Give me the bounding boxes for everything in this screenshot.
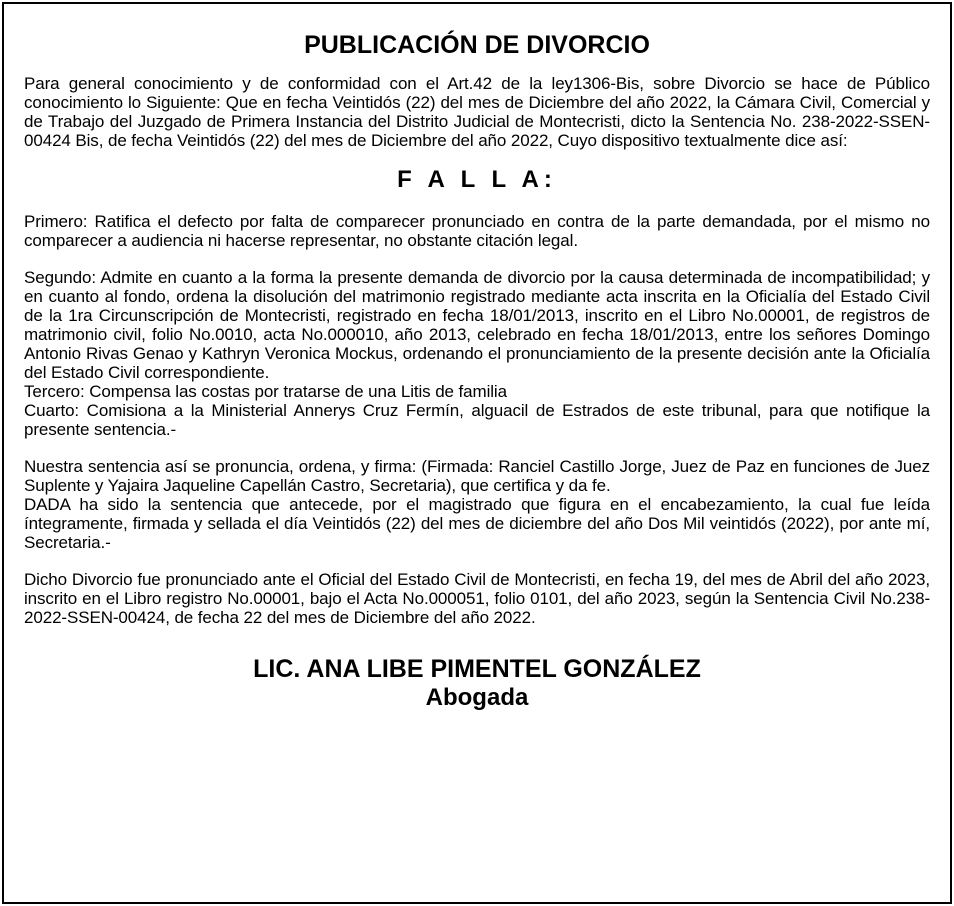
intro-paragraph: Para general conocimiento y de conformidad con el Art.42 de la ley1306-Bis, sobre Divorcio se hace de Público conocimiento lo Siguiente: Que en fecha Veintidós (22) del mes de Diciembre del año 2022, la Cámara Civil, Comercial y de Trabajo del Juzgado de Primera Instancia del Distrito Judicial de Montecristi, dicto la Sentencia No. 238-2022-SSEN-00424 Bis, de fecha Veintidós (22) del mes de Diciembre del año 2022, Cuyo dispositivo textualmente dice así: [24,74,930,150]
primero-paragraph: Primero: Ratifica el defecto por falta de comparecer pronunciado en contra de la parte demandada, por el mismo no comparecer a audiencia ni hacerse representar, no obstante citación legal. [24,212,930,250]
signer-name: LIC. ANA LIBE PIMENTEL GONZÁLEZ [253,655,701,683]
notice-frame [2,2,952,904]
spacer [24,250,930,268]
spacer [24,439,930,457]
tercero-paragraph: Tercero: Compensa las costas por tratarse de una Litis de familia [24,382,507,401]
cuarto-paragraph: Cuarto: Comisiona a la Ministerial Annerys Cruz Fermín, alguacil de Estrados de este tribunal, para que notifique la presente sentencia.- [24,401,930,439]
pronunciado-paragraph: Dicho Divorcio fue pronunciado ante el Oficial del Estado Civil de Montecristi, en fecha 19, del mes de Abril del año 2023, inscrito en el Libro registro No.00001, bajo el Acta No.000051, folio 0101, del año 2023, según la Sentencia Civil No.238-2022-SSEN-00424, de fecha 22 del mes de Diciembre del año 2022. [24,570,930,627]
notice-content [24,30,930,712]
notice-title: PUBLICACIÓN DE DIVORCIO [304,31,650,59]
firma-paragraph: Nuestra sentencia así se pronuncia, ordena, y firma: (Firmada: Ranciel Castillo Jorge, Juez de Paz en funciones de Juez Suplente y Yajaira Jaqueline Capellán Castro, Secretaria), que certifica y da fe. [24,457,930,495]
falla-heading: F A L L A: [397,166,557,193]
signer-role: Abogada [425,684,529,711]
segundo-paragraph: Segundo: Admite en cuanto a la forma la presente demanda de divorcio por la causa determinada de incompatibilidad; y en cuanto al fondo, ordena la disolución del matrimonio registrado mediante acta inscrita en la Oficialía del Estado Civil de la 1ra Circunscripción de Montecristi, registrado en fecha 18/01/2013, inscrito en el Libro No.00001, de registros de matrimonio civil, folio No.0010, acta No.000010, año 2013, celebrado en fecha 18/01/2013, entre los señores Domingo Antonio Rivas Genao y Kathryn Veronica Mockus, ordenando el pronunciamiento de la presente decisión ante la Oficialía del Estado Civil correspondiente. [24,268,930,382]
spacer [24,552,930,570]
dada-paragraph: DADA ha sido la sentencia que antecede, por el magistrado que figura en el encabezamiento, la cual fue leída íntegramente, firmada y sellada el día Veintidós (22) del mes de diciembre del año Dos Mil veintidós (2022), por ante mí, Secretaria.- [24,495,930,552]
